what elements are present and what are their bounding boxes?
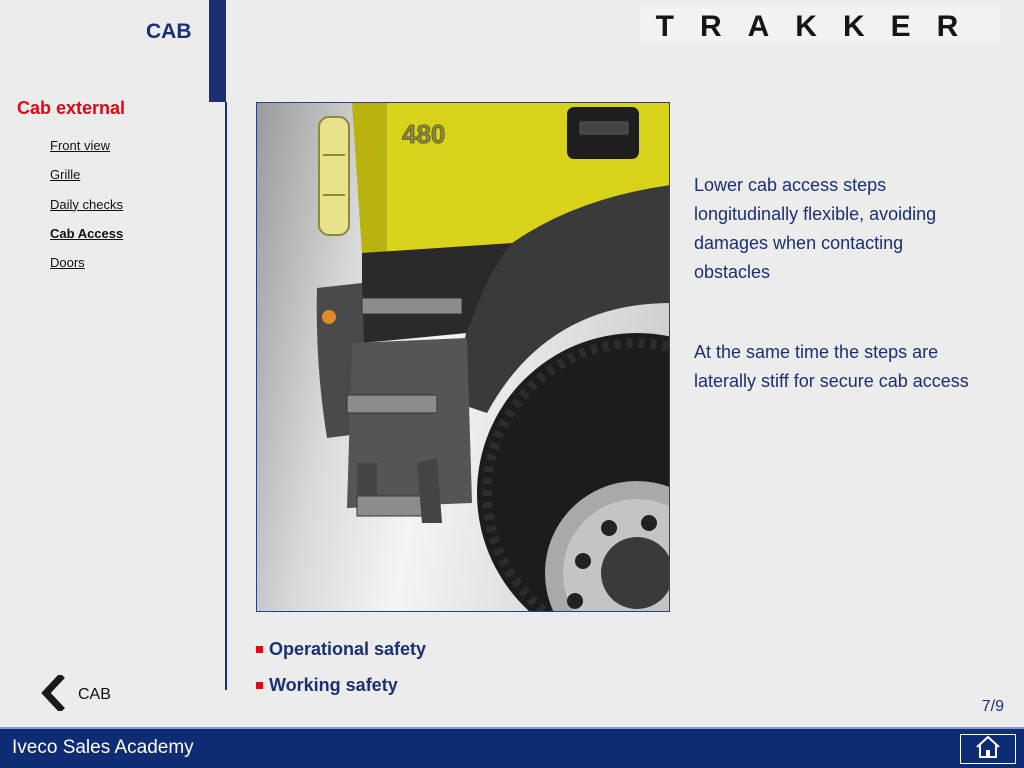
bullet-working-safety: Working safety: [269, 674, 398, 695]
sidebar-item-doors[interactable]: Doors: [50, 255, 85, 271]
list-item: [256, 667, 426, 703]
list-item: [256, 631, 426, 667]
back-button[interactable]: [38, 677, 111, 713]
sidebar-nav: [50, 138, 123, 284]
sidebar-heading: Cab external: [17, 98, 126, 118]
brand-text: TRAKKER: [655, 10, 985, 42]
benefit-list: [256, 631, 426, 703]
trakker-logo: [640, 6, 1000, 42]
truck-cab-photo: [256, 102, 670, 612]
sidebar-item-grille[interactable]: Grille: [50, 167, 81, 183]
description-lateral-stiffness: At the same time the steps are laterally stiff for secure cab access: [694, 342, 969, 391]
home-button[interactable]: [960, 734, 1016, 764]
back-label: CAB: [78, 686, 111, 703]
header-accent-bar: [209, 0, 226, 102]
sidebar-divider: [225, 102, 227, 690]
section-title: CAB: [146, 20, 192, 43]
bullet-square-icon: [256, 646, 263, 653]
description-flexible-steps: Lower cab access steps longitudinally flexible, avoiding damages when contacting obstacles: [694, 175, 937, 282]
bullet-operational-safety: Operational safety: [269, 638, 427, 659]
sidebar-item-front-view[interactable]: Front view: [50, 138, 110, 153]
model-badge: 480: [402, 119, 446, 149]
chevron-left-icon: [38, 675, 66, 716]
page-indicator: 7/9: [981, 698, 1004, 715]
bullet-square-icon: [256, 682, 263, 689]
footer-bar: [0, 727, 1024, 768]
sidebar-item-daily-checks[interactable]: Daily checks: [50, 196, 123, 212]
footer-title: Iveco Sales Academy: [12, 737, 194, 758]
sidebar-item-cab-access[interactable]: Cab Access: [50, 225, 124, 241]
home-icon: [975, 735, 1001, 764]
